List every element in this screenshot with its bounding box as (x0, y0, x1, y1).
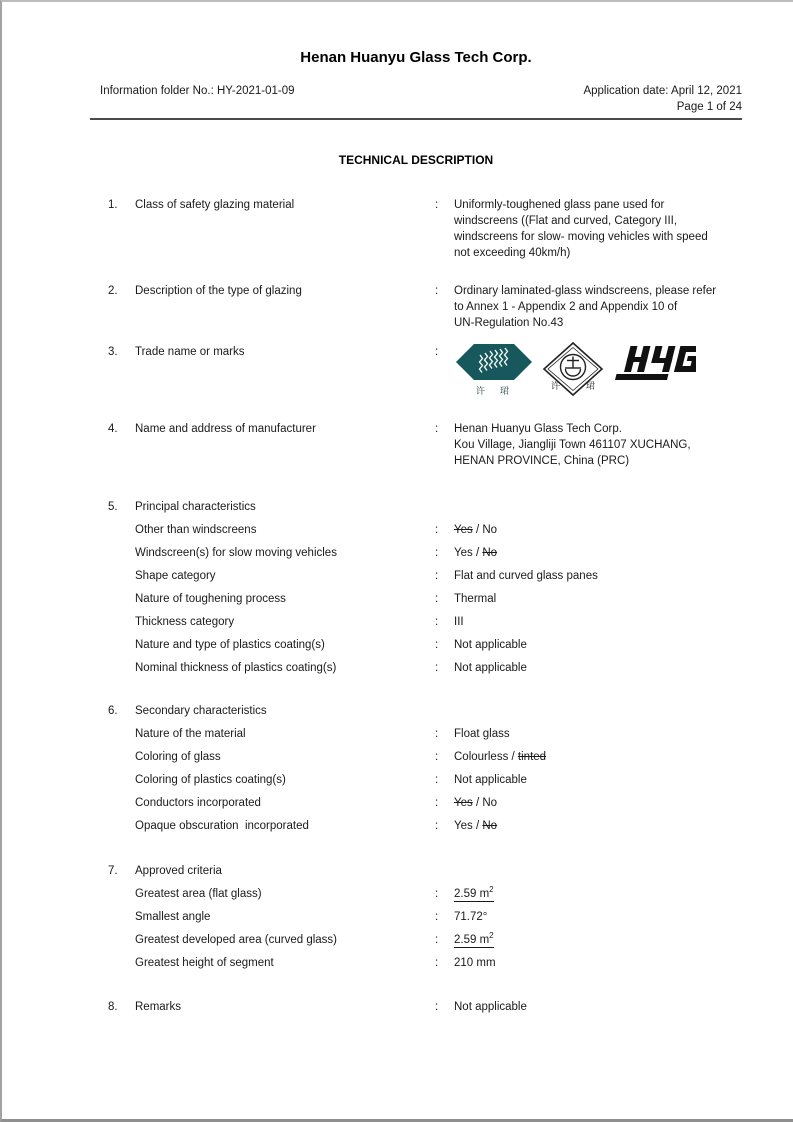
colon-separator: : (435, 524, 439, 536)
colon-separator: : (435, 751, 439, 763)
logo2-char-right: 珺 (586, 381, 596, 391)
characteristic-row (90, 749, 742, 765)
item-type-of-glazing (90, 283, 742, 331)
colon-separator: : (435, 797, 439, 809)
row-label: Nature of toughening process (135, 593, 286, 605)
row-label: Greatest developed area (curved glass) (135, 934, 337, 946)
diamond-circle-trademark-icon (542, 342, 604, 398)
colon-separator: : (435, 957, 439, 969)
item-number: 6. (108, 705, 118, 717)
characteristic-row (90, 795, 742, 811)
item-number: 8. (108, 1001, 118, 1013)
characteristic-row (90, 591, 742, 607)
row-value: Yes / No (454, 547, 498, 559)
colon-separator: : (435, 547, 439, 559)
row-value: Yes / No (454, 820, 498, 832)
item-number: 5. (108, 501, 118, 513)
underlined-value: 2.59 $m^2$ (454, 885, 494, 900)
item-number: 4. (108, 423, 118, 435)
row-value: Not applicable (454, 639, 527, 651)
characteristic-row (90, 568, 742, 584)
value-line: Kou Village, Jiangliji Town 461107 XUCHANG, (454, 439, 691, 451)
colon-separator: : (435, 728, 439, 740)
characteristic-row (90, 637, 742, 653)
item-class-of-safety-glazing (90, 197, 742, 261)
colon-separator: : (435, 1001, 439, 1013)
item-value (454, 421, 744, 469)
item-number: 7. (108, 865, 118, 877)
criteria-row (90, 955, 742, 971)
value-line: Ordinary laminated-glass windscreens, please refer (454, 285, 717, 297)
value-line: to Annex 1 - Appendix 2 and Appendix 10 of (454, 301, 678, 313)
row-label: Nature of the material (135, 728, 246, 740)
struck-text: Yes (454, 797, 473, 809)
item-trade-name-or-marks (90, 344, 742, 398)
row-label: Conductors incorporated (135, 797, 261, 809)
colon-separator: : (435, 199, 439, 211)
struck-text: Yes (454, 524, 473, 536)
colon-separator: : (435, 820, 439, 832)
item-label: Remarks (135, 1001, 182, 1013)
characteristic-row (90, 772, 742, 788)
value-line: HENAN PROVINCE, China (PRC) (454, 455, 630, 467)
row-value: 71.72° (454, 911, 488, 923)
item-label: Trade name or marks (135, 346, 245, 358)
colon-separator: : (435, 285, 439, 297)
row-label: Other than windscreens (135, 524, 257, 536)
item-approved-criteria (90, 863, 742, 879)
item-label: Name and address of manufacturer (135, 423, 316, 435)
item-label: Secondary characteristics (135, 705, 267, 717)
row-value (454, 886, 744, 902)
characteristic-row (90, 522, 742, 538)
row-value: Yes / No (454, 524, 498, 536)
item-label: Class of safety glazing material (135, 199, 295, 211)
value-line: windscreens ((Flat and curved, Category III, (454, 215, 678, 227)
header-meta-row (90, 83, 742, 99)
logo1-char-right: 珺 (500, 386, 510, 396)
info-folder-number: Information folder No.: HY-2021-01-09 (100, 85, 295, 97)
row-label: Coloring of glass (135, 751, 221, 763)
characteristic-row (90, 660, 742, 676)
characteristic-row (90, 614, 742, 630)
row-label: Windscreen(s) for slow moving vehicles (135, 547, 337, 559)
hyg-logotype-icon (612, 342, 696, 386)
row-value: Yes / No (454, 797, 498, 809)
row-value: Float glass (454, 728, 510, 740)
row-label: Thickness category (135, 616, 235, 628)
value-line: windscreens for slow- moving vehicles with speed (454, 231, 708, 243)
row-value: III (454, 616, 464, 628)
row-label: Coloring of plastics coating(s) (135, 774, 286, 786)
header-rule (90, 118, 742, 120)
colon-separator: : (435, 593, 439, 605)
row-value: Flat and curved glass panes (454, 570, 598, 582)
row-value (454, 932, 744, 948)
document-title: TECHNICAL DESCRIPTION (338, 153, 494, 167)
superscript: 2 (489, 885, 494, 895)
characteristic-row (90, 726, 742, 742)
value-line: Uniformly-toughened glass pane used for (454, 199, 665, 211)
row-label: Greatest area (flat glass) (135, 888, 262, 900)
characteristic-row (90, 818, 742, 834)
criteria-row (90, 886, 742, 902)
item-label: Approved criteria (135, 865, 222, 877)
colon-separator: : (435, 911, 439, 923)
application-date: Application date: April 12, 2021 (583, 85, 742, 97)
value-line: not exceeding 40km/h) (454, 247, 571, 259)
row-label: Nominal thickness of plastics coating(s) (135, 662, 337, 674)
colon-separator: : (435, 662, 439, 674)
row-label: Shape category (135, 570, 216, 582)
trademark-logos (454, 342, 744, 398)
hexagon-wave-trademark-icon (454, 342, 534, 398)
item-value (454, 197, 744, 261)
value-line: Henan Huanyu Glass Tech Corp. (454, 423, 622, 435)
item-number: 2. (108, 285, 118, 297)
criteria-row (90, 932, 742, 948)
row-label: Opaque obscuration incorporated (135, 820, 309, 832)
colon-separator: : (435, 774, 439, 786)
colon-separator: : (435, 934, 439, 946)
item-number: 1. (108, 199, 118, 211)
colon-separator: : (435, 888, 439, 900)
item-secondary-characteristics (90, 703, 742, 719)
struck-text: No (482, 820, 498, 832)
row-value: Colourless / tinted (454, 751, 547, 763)
row-label: Greatest height of segment (135, 957, 274, 969)
company-name: Henan Huanyu Glass Tech Corp. (300, 49, 532, 66)
struck-text: No (482, 547, 498, 559)
colon-separator: : (435, 346, 439, 358)
colon-separator: : (435, 616, 439, 628)
characteristic-row (90, 545, 742, 561)
item-value (454, 283, 744, 331)
colon-separator: : (435, 639, 439, 651)
item-remarks (90, 999, 742, 1015)
underlined-value: 2.59 $m^2$ (454, 931, 494, 946)
page-indicator: Page 1 of 24 (676, 101, 742, 113)
criteria-row (90, 909, 742, 925)
logo1-char-left: 许 (476, 386, 486, 396)
item-label: Description of the type of glazing (135, 285, 302, 297)
item-label: Principal characteristics (135, 501, 256, 513)
row-label: Smallest angle (135, 911, 211, 923)
colon-separator: : (435, 570, 439, 582)
item-number: 3. (108, 346, 118, 358)
row-value: 210 mm (454, 957, 496, 969)
colon-separator: : (435, 423, 439, 435)
item-manufacturer (90, 421, 742, 469)
row-value: Not applicable (454, 662, 527, 674)
item-principal-characteristics (90, 499, 742, 515)
row-value: Thermal (454, 593, 497, 605)
row-value: Not applicable (454, 1001, 527, 1013)
row-label: Nature and type of plastics coating(s) (135, 639, 325, 651)
struck-text: tinted (517, 751, 547, 763)
superscript: 2 (489, 931, 494, 941)
row-value: Not applicable (454, 774, 527, 786)
value-line: UN-Regulation No.43 (454, 317, 564, 329)
logo2-char-left: 许 (551, 381, 561, 391)
